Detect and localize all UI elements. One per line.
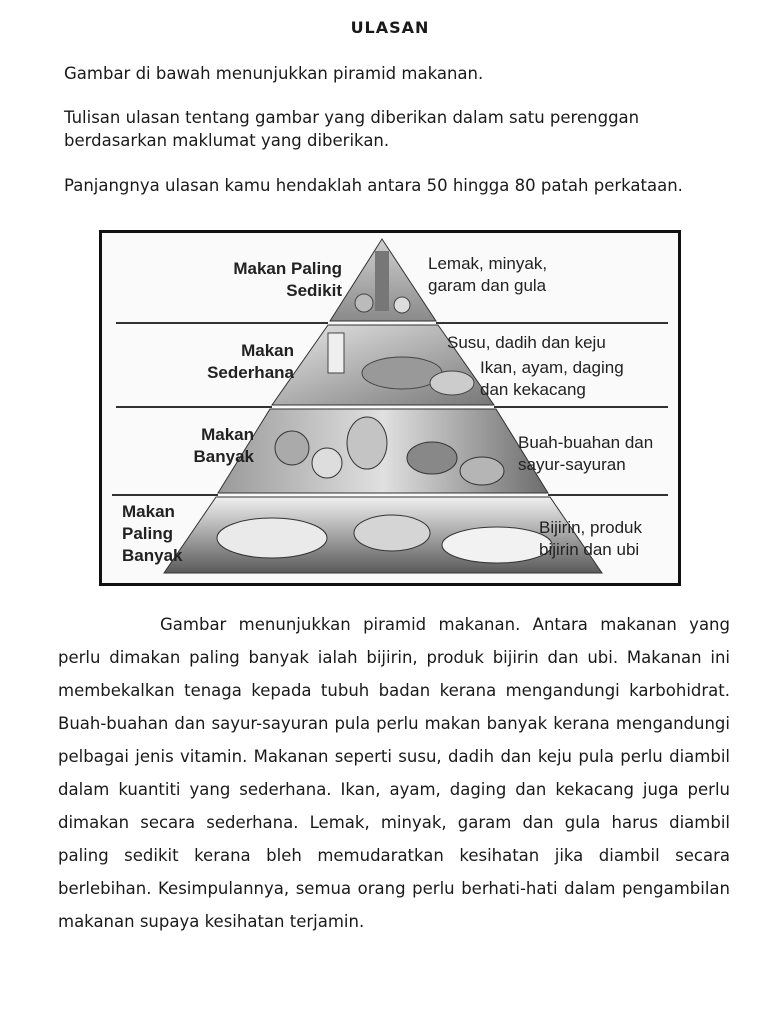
instruction-2: Tulisan ulasan tentang gambar yang diberikan dalam satu perenggan berdasarkan maklumat yang diberikan. [64,108,640,150]
food-group-protein: Ikan, ayam, daging dan kekacang [480,358,624,399]
page-title: ULASAN [350,18,430,37]
food-group-grains: Bijirin, produk bijirin dan ubi [539,518,642,559]
level-label-most: Makan Paling Banyak [122,502,183,565]
food-group-fats: Lemak, minyak, garam dan gula [428,254,548,295]
level-label-many: Makan Banyak [193,425,254,466]
level-label-least: Makan Paling Sedikit [233,259,342,300]
level-label-moderate: Makan Sederhana [207,341,294,382]
food-pyramid-figure [99,230,681,586]
instruction-1: Gambar di bawah menunjukkan piramid makanan. [64,64,484,83]
food-group-fruits-vegetables: Buah-buahan dan sayur-sayuran [518,433,654,474]
food-group-dairy: Susu, dadih dan keju [447,333,606,352]
review-paragraph: Gambar menunjukkan piramid makanan. Antara makanan yang perlu dimakan paling banyak ialah bijirin, produk bijirin dan ubi. Makanan ini membekalkan tenaga kepada tubuh badan kerana mengandungi karbohidrat. Buah-buahan dan sayur-sayuran pula perlu makan banyak kerana mengandungi pelbagai jenis vitamin. Makanan seperti susu, dadih dan keju pula perlu diambil dalam kuantiti yang sederhana. Ikan, ayam, daging dan kekacang juga perlu dimakan secara sederhana. Lemak, minyak, garam dan gula harus diambil paling sedikit kerana bleh memudaratkan kesihatan jika diambil secara berlebihan. Kesimpulannya, semua orang perlu berhati-hati dalam pengambilan makanan supaya kesihatan terjamin. [58,615,730,931]
instruction-3: Panjangnya ulasan kamu hendaklah antara 50 hingga 80 patah perkataan. [64,176,683,195]
